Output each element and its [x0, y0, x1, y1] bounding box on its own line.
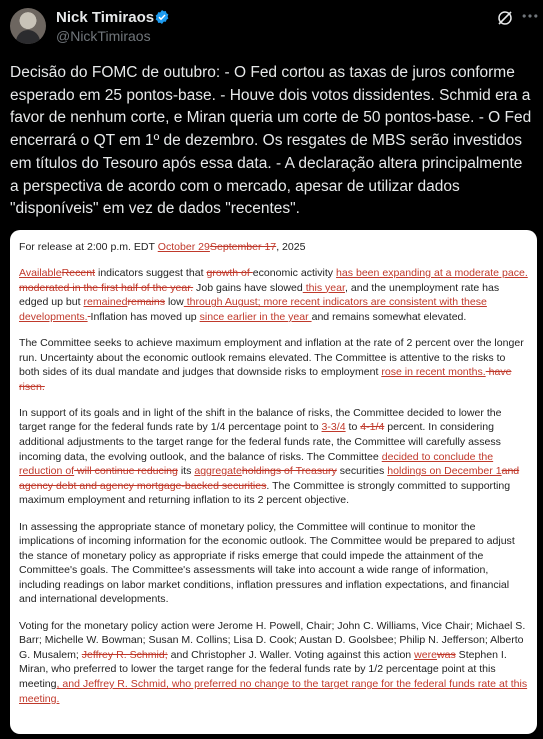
- more-options-icon[interactable]: [520, 6, 540, 26]
- release-line: [19, 240, 528, 255]
- inserted-text: through August; more recent indicators are consistent with these developments.: [19, 296, 487, 323]
- inserted-text: October 29: [157, 241, 210, 253]
- verified-badge-icon: [154, 9, 170, 25]
- statement-image[interactable]: [10, 230, 537, 734]
- inserted-text: rose in recent months.: [381, 366, 486, 379]
- deleted-text: holdings of Treasury: [241, 465, 337, 478]
- statement-text: low: [165, 296, 184, 309]
- statement-text: Stephen I. Miran, who preferred to lower the target range for the federal funds rate by 1/2 percentage point at this meeting: [19, 648, 507, 690]
- deleted-text: Jeffrey R. Schmid;: [81, 648, 168, 661]
- deleted-text: have risen.: [19, 366, 512, 393]
- inserted-text: this year: [302, 281, 345, 294]
- statement-text: and remains somewhat elevated.: [311, 310, 467, 323]
- inserted-text: has been expanding at a moderate pace.: [336, 267, 528, 280]
- statement-paragraph-3: [19, 406, 528, 508]
- inserted-text: remained: [83, 296, 128, 309]
- grok-icon[interactable]: [496, 9, 514, 27]
- statement-paragraph-4: [19, 520, 528, 608]
- inserted-text: since earlier in the year: [199, 310, 312, 323]
- statement-text: In assessing the appropriate stance of monetary policy, the Committee will continue to monitor the implications of incoming information for the economic outlook. The Committee would be prepared to adjust the stance of monetary policy as appropriate if risks emerge that could impede the attainment of the Committee's goals. The Committee's assessments will take into account a wide range of information, including readings on labor market conditions, inflation pressures and inflation expectations, and financial and international developments.: [19, 520, 515, 606]
- statement-text: securities: [336, 465, 388, 478]
- statement-text: In support of its goals and in light of the shift in the balance of risks, the Committee decided to lower the target range for the federal funds rate by 1/4 percentage point to: [19, 406, 502, 434]
- tweet-text: Decisão do FOMC de outubro: - O Fed cortou as taxas de juros conforme esperado em 25 pontos-base. - Houve dois votos dissidentes. Schmid era a favor de nenhum corte, e Miran queria um corte de 50 pontos-base. - O Fed encerrará o QT em 1º de dezembro. Os resgates de MBS serão investidos em títulos do Tesouro após essa data. - A declaração altera principalmente a perspectiva de acordo com o mercado, apesar de utilizar dados "disponíveis" em vez de dados "recentes".: [10, 64, 536, 218]
- statement-text: economic activity: [252, 267, 337, 280]
- statement-text: percent. In considering additional adjustments to the target range for the federal funds rate, the Committee will carefully assess incoming data, the evolving outlook, and the balance of risks. The Committee: [19, 421, 501, 463]
- deleted-text: and agency debt and agency mortgage-backed securities: [19, 465, 520, 492]
- deleted-text: September 17: [209, 241, 277, 253]
- statement-text: and Christopher J. Waller. Voting against this action: [167, 648, 415, 661]
- inserted-text: decided to conclude the reduction of: [19, 450, 494, 478]
- deleted-text: moderated in the first half of the year.: [19, 281, 194, 294]
- statement-text: Voting for the monetary policy action were Jerome H. Powell, Chair; John C. Williams, Vice Chair; Michael S. Barr; Michelle W. Bowman; Susan M. Collins; Lisa D. Cook; Austan D. Goolsbee; Philip N. Jefferson; Alberto G. Musalem;: [19, 619, 526, 661]
- inserted-text: aggregate: [194, 465, 242, 478]
- statement-paragraph-2: [19, 336, 528, 394]
- author-name[interactable]: Nick Timiraos: [56, 9, 155, 26]
- statement-text: For release at 2:00 p.m. EDT: [19, 241, 158, 253]
- deleted-text: was: [436, 648, 456, 661]
- statement-paragraph-1: [19, 266, 528, 324]
- statement-text: Job gains have slowed: [193, 281, 303, 294]
- statement-text: , 2025: [276, 241, 306, 253]
- inserted-text: 3-3/4: [321, 421, 346, 434]
- deleted-text: remains: [127, 296, 166, 309]
- deleted-text: growth of: [206, 267, 253, 280]
- statement-paragraph-5: [19, 619, 528, 707]
- deleted-text: will continue reducing: [74, 465, 178, 478]
- inserted-text: Available: [19, 267, 62, 280]
- statement-text: to: [345, 421, 361, 434]
- deleted-text: Recent: [61, 267, 96, 280]
- statement-text: , and the unemployment rate has edged up but: [19, 281, 500, 309]
- statement-text: its: [177, 465, 195, 478]
- statement-text: The Committee seeks to achieve maximum employment and inflation at the rate of 2 percent over the longer run. Uncertainty about the economic outlook remains elevated. The Committee is attentive to the risks to both sides of its dual mandate and judges that downside risks to employment: [19, 336, 524, 379]
- inserted-text: , and Jeffrey R. Schmid, who preferred no change to the target range for the federal funds rate at this meeting.: [19, 677, 528, 705]
- avatar[interactable]: [10, 8, 46, 44]
- statement-text: . The Committee is strongly committed to supporting maximum employment and returning inflation to its 2 percent objective.: [19, 479, 511, 507]
- statement-text: indicators suggest that: [95, 267, 207, 280]
- deleted-text: 4-1/4: [360, 421, 385, 434]
- inserted-text: were: [414, 648, 437, 661]
- inserted-text: holdings on December 1: [387, 465, 502, 478]
- statement-text: Inflation has moved up: [90, 310, 200, 323]
- author-handle[interactable]: @NickTimiraos: [56, 28, 151, 44]
- tweet-header: [0, 0, 543, 58]
